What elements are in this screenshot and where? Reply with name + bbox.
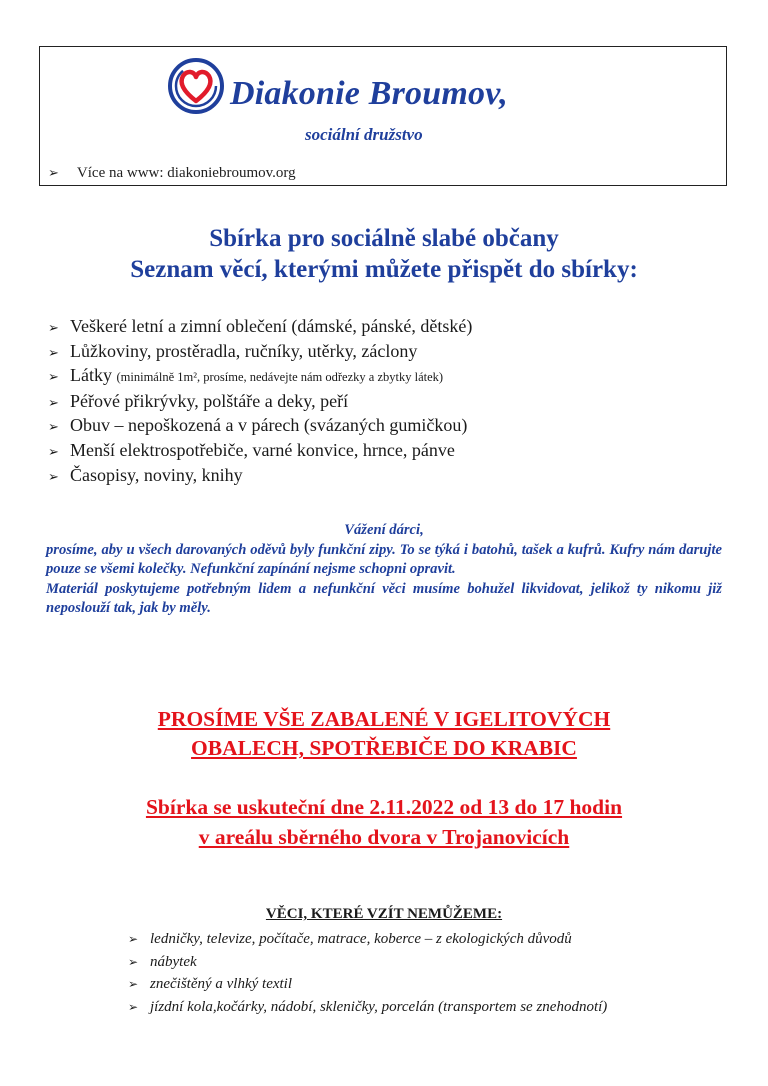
- event-date-line: Sbírka se uskuteční dne 2.11.2022 od 13 do 17 hodin: [145, 795, 623, 819]
- list-item: ➢ ledničky, televize, počítače, matrace, koberce – z ekologických důvodů: [128, 928, 607, 951]
- arrow-bullet-icon: ➢: [128, 932, 139, 946]
- list-item: ➢ Časopisy, noviny, knihy: [48, 464, 472, 489]
- arrow-bullet-icon: ➢: [48, 468, 59, 484]
- packing-notice-line-2: OBALECH, SPOTŘEBIČE DO KRABIC: [191, 736, 577, 760]
- arrow-bullet-icon: ➢: [48, 369, 59, 385]
- brand-subtitle: sociální družstvo: [305, 125, 423, 144]
- list-item: ➢ Menší elektrospotřebiče, varné konvice, hrnce, pánve: [48, 439, 472, 464]
- list-item: ➢ Látky (minimálně 1m², prosíme, nedávejte nám odřezky a zbytky látek): [48, 364, 472, 390]
- list-item: ➢ Lůžkoviny, prostěradla, ručníky, utěrky, záclony: [48, 340, 472, 365]
- arrow-bullet-icon: ➢: [48, 320, 59, 335]
- list-item: ➢ Obuv – nepoškozená a v párech (svázaných gumičkou): [48, 414, 472, 439]
- list-item: ➢ jízdní kola,kočárky, nádobí, skleničky, porcelán (transportem se znehodnotí): [128, 996, 607, 1019]
- arrow-bullet-icon: ➢: [48, 394, 59, 410]
- event-location-line: v areálu sběrného dvora v Trojanovicích: [198, 825, 570, 849]
- collection-subtitle: Seznam věcí, kterými můžete přispět do sbírky:: [130, 256, 638, 283]
- donor-note: [46, 521, 722, 619]
- fabric-note: (minimálně 1m², prosíme, nedávejte nám odřezky a zbytky látek): [116, 370, 444, 385]
- arrow-bullet-icon: ➢: [48, 344, 59, 360]
- list-item: ➢ Péřové přikrývky, polštáře a deky, peří: [48, 390, 472, 415]
- brand-name: Diakonie Broumov,: [230, 75, 508, 112]
- note-paragraph-1: prosíme, aby u všech darovaných oděvů byly funkční zipy. To se týká i batohů, tašek a kufrů. Kufry nám darujte pouze se všemi kolečky. Nefunkční zapínání nejsme schopni opravit.: [46, 541, 722, 577]
- not-accepted-title: VĚCI, KTERÉ VZÍT NEMŮŽEME:: [265, 906, 503, 922]
- header-box: [39, 46, 727, 186]
- not-accepted-list: [128, 928, 607, 1018]
- list-item: ➢ nábytek: [128, 951, 607, 974]
- list-item: ➢ znečištěný a vlhký textil: [128, 973, 607, 996]
- arrow-bullet-icon: ➢: [48, 443, 59, 459]
- arrow-bullet-icon: ➢: [128, 999, 139, 1014]
- arrow-bullet-icon: ➢: [128, 977, 139, 991]
- website-link[interactable]: Více na www: diakoniebroumov.org: [76, 165, 296, 181]
- arrow-bullet-icon: ➢: [48, 165, 59, 180]
- heart-logo-icon: [165, 55, 227, 115]
- arrow-bullet-icon: ➢: [128, 954, 139, 969]
- arrow-bullet-icon: ➢: [48, 419, 59, 435]
- list-item: ➢ Veškeré letní a zimní oblečení (dámské, pánské, dětské): [48, 315, 472, 340]
- note-greeting: Vážení dárci,: [344, 522, 424, 538]
- collection-title: Sbírka pro sociálně slabé občany: [209, 225, 559, 252]
- accepted-items-list: [48, 315, 472, 488]
- note-paragraph-2: Materiál poskytujeme potřebným lidem a nefunkční věci musíme bohužel likvidovat, jelikož ty nikomu již neposlouží tak, jak by měly.: [46, 580, 722, 616]
- packing-notice-line-1: PROSÍME VŠE ZABALENÉ V IGELITOVÝCH: [157, 707, 611, 731]
- website-line: [48, 165, 296, 182]
